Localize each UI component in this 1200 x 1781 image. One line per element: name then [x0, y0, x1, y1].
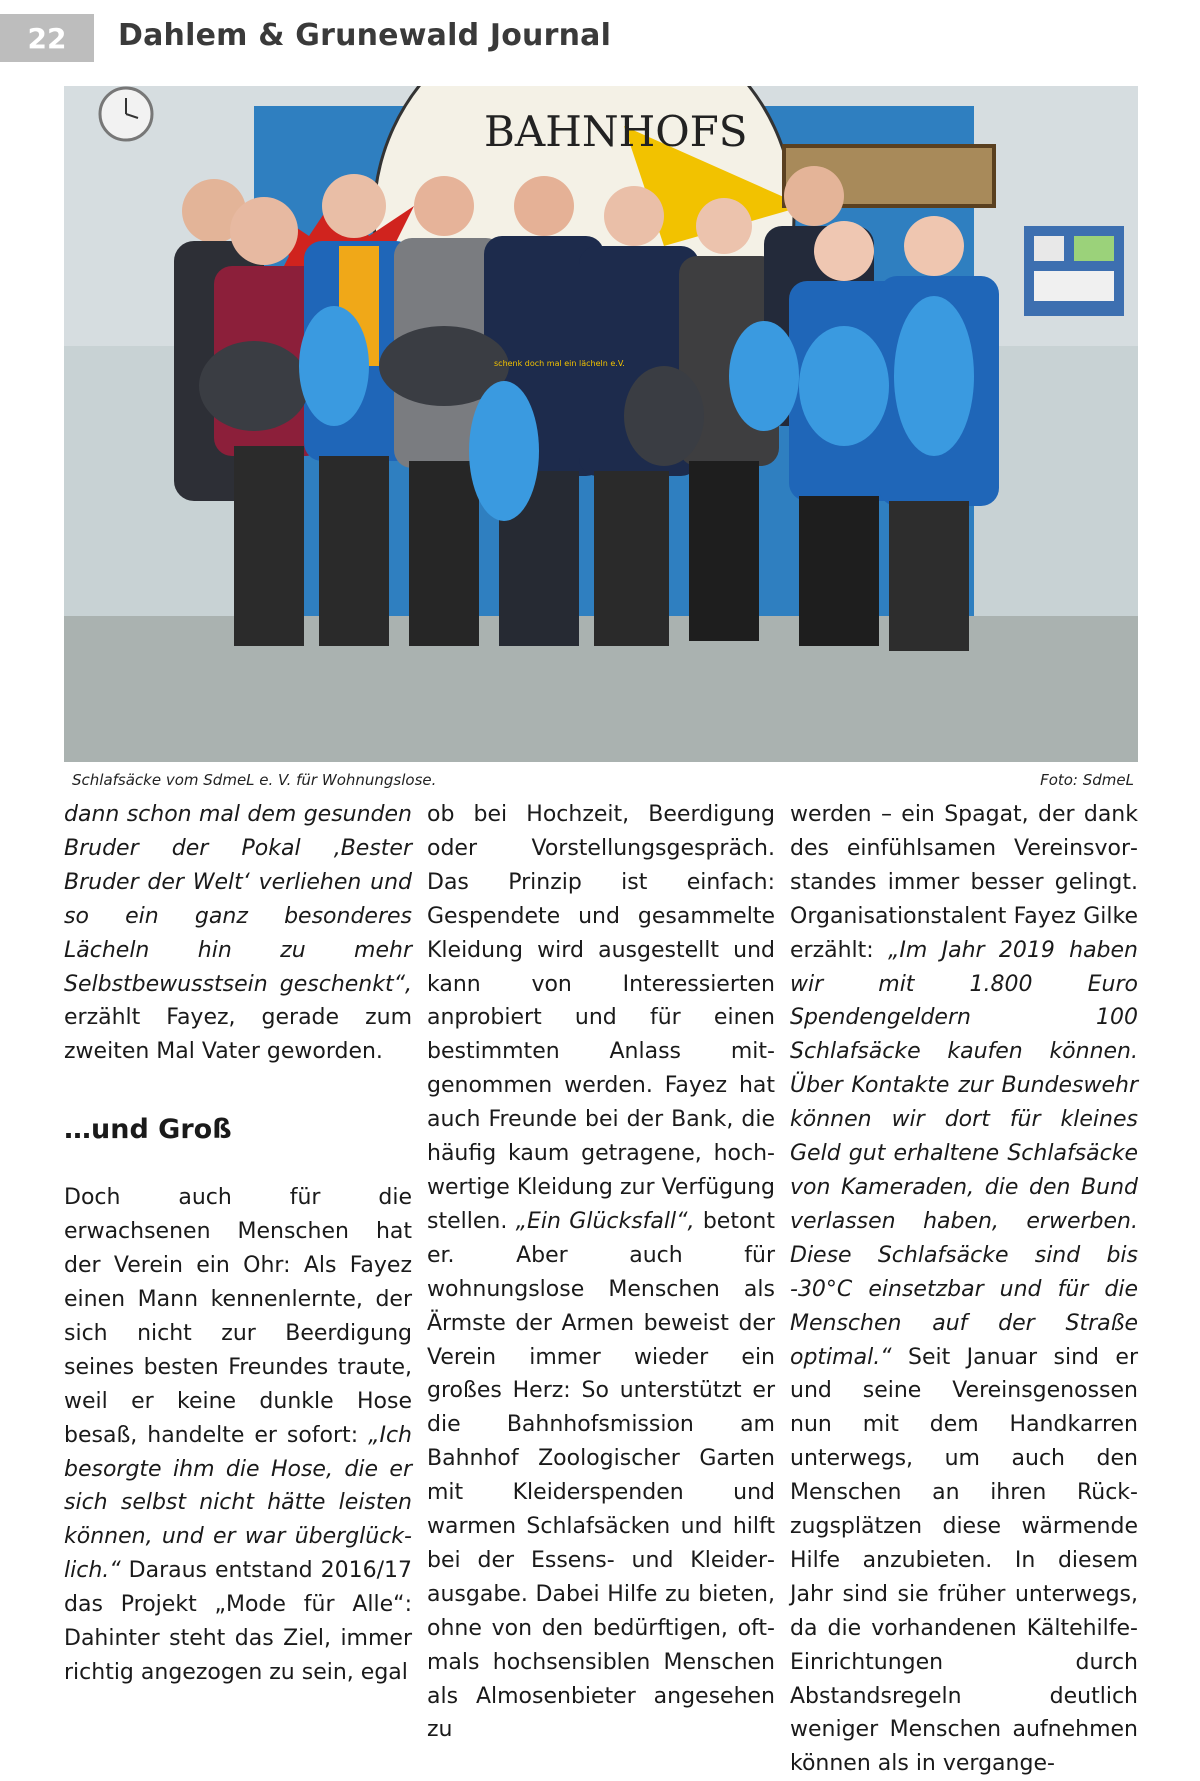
text-run: betont er. Aber auch für wohnungslose Menschen als Ärmste der Armen beweist der Verein immer wieder ein großes Herz: So unterstützt er die Bahnhofsmission am Bahnhof Zoologischer Garten mit Kleiderspenden und warmen Schlafsäcken und hilft bei der Essens- und Kleiderausgabe. Dabei Hilfe zu bieten, ohne von den bedürftigen, oftmals hochsensiblen Menschen als Almosenbieter angesehen zu	[427, 1208, 775, 1743]
text-run: erzählt Fayez, gerade zum zweiten Mal Vater geworden.	[64, 1005, 412, 1065]
wall-sign-text: BAHNHOFS	[484, 107, 748, 156]
article-column-3	[790, 798, 1138, 1781]
text-run: „Im Jahr 2019 haben wir mit 1.800 Euro Spendengeldern 100 Schlafsäcke kaufen können. Über Kontakte zur Bundeswehr können wir dort für kleines Geld gut erhaltene Schlafsäcke von Kameraden, die den Bund verlassen haben, erwerben. Diese Schlafsäcke sind bis -30°C einsetzbar und für die Menschen auf der Straße optimal.“	[790, 937, 1138, 1370]
text-run: „Ein Glücksfall“,	[515, 1208, 695, 1234]
photo-credit: Foto: SdmeL	[1040, 771, 1134, 789]
text-run: ob bei Hochzeit, Beerdigung oder Vorstellungsgespräch. Das Prinzip ist einfach: Gespendete und gesammelte Kleidung wird ausgestellt und kann von Interessierten anprobiert und für einen bestimmten Anlass mitgenommen werden. Fayez hat auch Freunde bei der Bank, die häufig kaum getragene, hochwertige Kleidung zur Verfügung stellen.	[427, 802, 775, 1234]
paragraph	[64, 1181, 412, 1690]
section-subheading: …und Groß	[64, 1114, 232, 1146]
paragraph	[427, 798, 775, 1747]
text-run: werden – ein Spagat, der dank des einfühlsamen Vereinsvorstandes immer besser gelingt. Organisationstalent Fayez Gilke erzählt:	[790, 802, 1138, 963]
group-photo	[64, 86, 1138, 762]
text-run: „Ich besorgte ihm die Hose, die er sich selbst nicht hätte leisten können, und er war überglücklich.“	[64, 1422, 412, 1584]
paragraph	[790, 798, 1138, 1781]
photo-caption: Schlafsäcke vom SdmeL e. V. für Wohnungslose.	[72, 771, 437, 789]
paragraph	[64, 798, 412, 1069]
journal-title: Dahlem & Grunewald Journal	[118, 18, 612, 53]
text-run: Seit Januar sind er und seine Vereinsgenossen nun mit dem Handkarren unterwegs, um auch den Menschen an ihren Rückzugsplätzen diese wärmende Hilfe anzubieten. In diesem Jahr sind sie früher unterwegs, da die vorhandenen Kältehilfe-Einrichtungen durch Abstandsregeln deutlich weniger Menschen aufnehmen können als in vergange-	[790, 1344, 1138, 1777]
article-column-2	[427, 798, 775, 1747]
page-number: 22	[0, 14, 94, 62]
text-run: Doch auch für die erwachsenen Menschen hat der Verein ein Ohr: Als Fayez einen Mann kennenlernte, der sich nicht zur Beerdigung seines besten Freundes traute, weil er keine dunkle Hose besaß, handelte er sofort:	[64, 1185, 412, 1448]
hoodie-print-text: schenk doch mal ein lächeln e.V.	[494, 359, 625, 368]
text-run: dann schon mal dem gesunden Bruder der Pokal ‚Bester Bruder der Welt‘ verliehen und so ein ganz besonderes Lächeln hin zu mehr Selbstbewusstsein geschenkt“,	[64, 802, 412, 997]
text-run: Daraus entstand 2016/17 das Projekt „Mode für Alle“: Dahinter steht das Ziel, immer richtig angezogen zu sein, egal	[64, 1558, 412, 1685]
article-column-1	[64, 798, 412, 1690]
group-photo-illustration	[64, 86, 1138, 762]
page-header	[0, 0, 1200, 74]
